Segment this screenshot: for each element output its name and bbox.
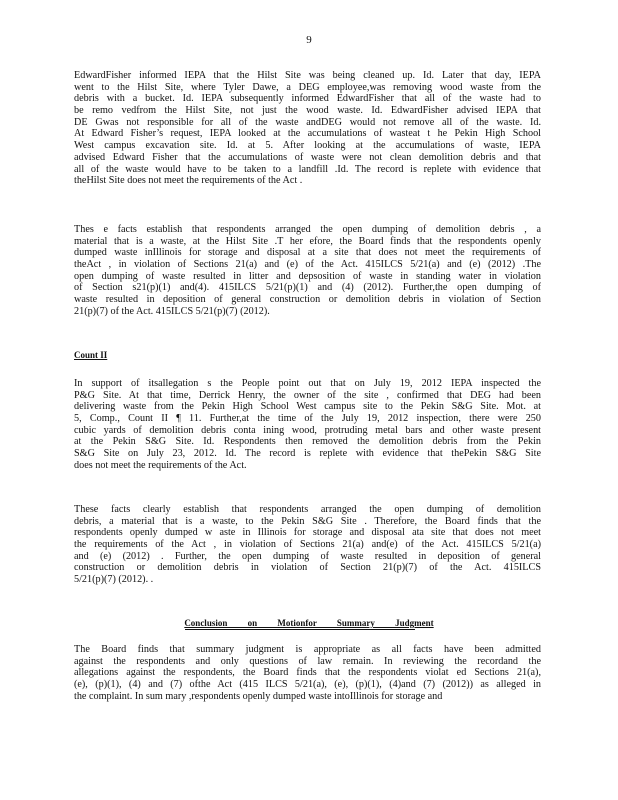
text-line: debris with a bucket. Id. IEPA subsequently informed EdwardFisher that all of the waste had to bbox=[74, 93, 541, 105]
paragraph-2 bbox=[74, 224, 541, 318]
text-line: at the Pekin S&G Site. Id. Respondents then removed the demolition debris from the Pekin bbox=[74, 436, 541, 448]
text-line: 5, Comp., Count II ¶ 11. Further,at the time of the July 19, 2012 inspection, there were 250 bbox=[74, 413, 541, 425]
text-line: At Edward Fisher’s request, IEPA looked at the accumulations of wasteat t he Pekin High School bbox=[74, 128, 541, 140]
text-line: material that is a waste, at the Hilst Site .T her efore, the Board finds that the respondents openly bbox=[74, 235, 541, 247]
text-line: the complaint. In sum mary ,respondents openly dumped waste intoIllinois for storage and bbox=[74, 690, 443, 702]
text-line: the requirements of the Act , in violation of Sections 21(a) and(e) of the Act. 415ILCS 5/21(a) bbox=[74, 539, 541, 551]
text-line: allegations against the respondents, the Board finds that the respondents violat ed Sections 21(a), bbox=[74, 667, 541, 679]
text-line: and (e) (2012) . Further, the open dumping of waste resulted in deposition of general bbox=[74, 550, 541, 562]
paragraph-3 bbox=[74, 378, 541, 472]
text-line: waste resulted in deposition of general construction or demolition debris in violation of Section bbox=[74, 294, 541, 306]
text-line: S&G Site on July 23, 2012. Id. The record is replete with evidence that thePekin S&G Site bbox=[74, 448, 541, 460]
text-line: does not meet the requirements of the Act. bbox=[74, 459, 247, 471]
text-line: P&G Site. At that time, Derrick Henry, the owner of the site , confirmed that DEG had been bbox=[74, 389, 541, 401]
text-line: be remo vedfrom the Hilst Site, not just the wood waste. Id. EdwardFisher advised IEPA that bbox=[74, 105, 541, 117]
text-line: all of the waste would have to be taken to a landfill .Id. The record is replete with evidence that bbox=[74, 163, 541, 175]
heading-count-ii: Count II bbox=[74, 350, 108, 360]
paragraph-5 bbox=[74, 644, 541, 702]
text-line: construction or demolition debris in violation of Section 21(p)(7) of the Act. 415ILCS bbox=[74, 562, 541, 574]
text-line: debris, a material that is a waste, to the Pekin S&G Site . Therefore, the Board finds that the bbox=[74, 515, 541, 527]
text-line: (e), (p)(1), (4) and (7) ofthe Act (415 ILCS 5/21(a), (e), (p)(1), (4)and (7) (2012)) as alleged in bbox=[74, 679, 541, 691]
text-line: EdwardFisher informed IEPA that the Hilst Site was being cleaned up. Id. Later that day, IEPA bbox=[74, 70, 541, 81]
text-line: West campus excavation site. Id. at 5. After looking at the accumulations of waste, IEPA bbox=[74, 140, 541, 152]
text-line: dumped waste inIllinois for storage and disposal at a site that does not meet the requirements of bbox=[74, 247, 541, 259]
text-line: went to the Hilst Site, where Tyler Dawe, a DEG employee,was removing wood waste from the bbox=[74, 81, 541, 93]
paragraph-4 bbox=[74, 504, 541, 586]
text-line: cubic yards of demolition debris conta ining wood, protruding metal bars and other waste present bbox=[74, 424, 541, 436]
text-line: Thes e facts establish that respondents arranged the open dumping of demolition debris , a bbox=[74, 224, 541, 235]
text-line: open dumping of waste resulted in litter and depsosition of waste in standing water in violation bbox=[74, 270, 541, 282]
paragraph-1 bbox=[74, 70, 541, 187]
text-line: 21(p)(7) of the Act. 415ILCS 5/21(p)(7) (2012). bbox=[74, 305, 270, 317]
heading-conclusion: Conclusion on Motionfor Summary Judgment bbox=[184, 618, 434, 628]
heading-underline-rule bbox=[185, 629, 415, 630]
text-line: These facts clearly establish that respondents arranged the open dumping of demolition bbox=[74, 504, 541, 515]
text-line: delivering waste from the Pekin High School West campus site to the Pekin S&G Site. Mot. at bbox=[74, 401, 541, 413]
text-line: DE Gwas not responsible for all of the waste andDEG would not remove all of the waste. Id. bbox=[74, 116, 541, 128]
text-line: theHilst Site does not meet the requirements of the Act . bbox=[74, 175, 303, 187]
text-line: 5/21(p)(7) (2012). . bbox=[74, 574, 154, 586]
text-line: respondents openly dumped w aste in Illinois for storage and disposal ata site that does not meet bbox=[74, 527, 541, 539]
text-line: against the respondents and only questions of law remain. In reviewing the recordand the bbox=[74, 655, 541, 667]
text-line: In support of itsallegation s the People point out that on July 19, 2012 IEPA inspected the bbox=[74, 378, 541, 389]
text-line: advised Edward Fisher that the accumulations of waste were not clean demolition debris and that bbox=[74, 151, 541, 163]
text-line: of Section s21(p)(1) and(4). 415ILCS 5/21(p)(1) and (4) (2012). Further,the open dumping of bbox=[74, 282, 541, 294]
text-line: The Board finds that summary judgment is appropriate as all facts have been admitted bbox=[74, 644, 541, 655]
text-line: theAct , in violation of Sections 21(a) and (e) of the Act. 415ILCS 5/21(a) and (e) (2012) .The bbox=[74, 259, 541, 271]
page-number: 9 bbox=[306, 34, 312, 46]
